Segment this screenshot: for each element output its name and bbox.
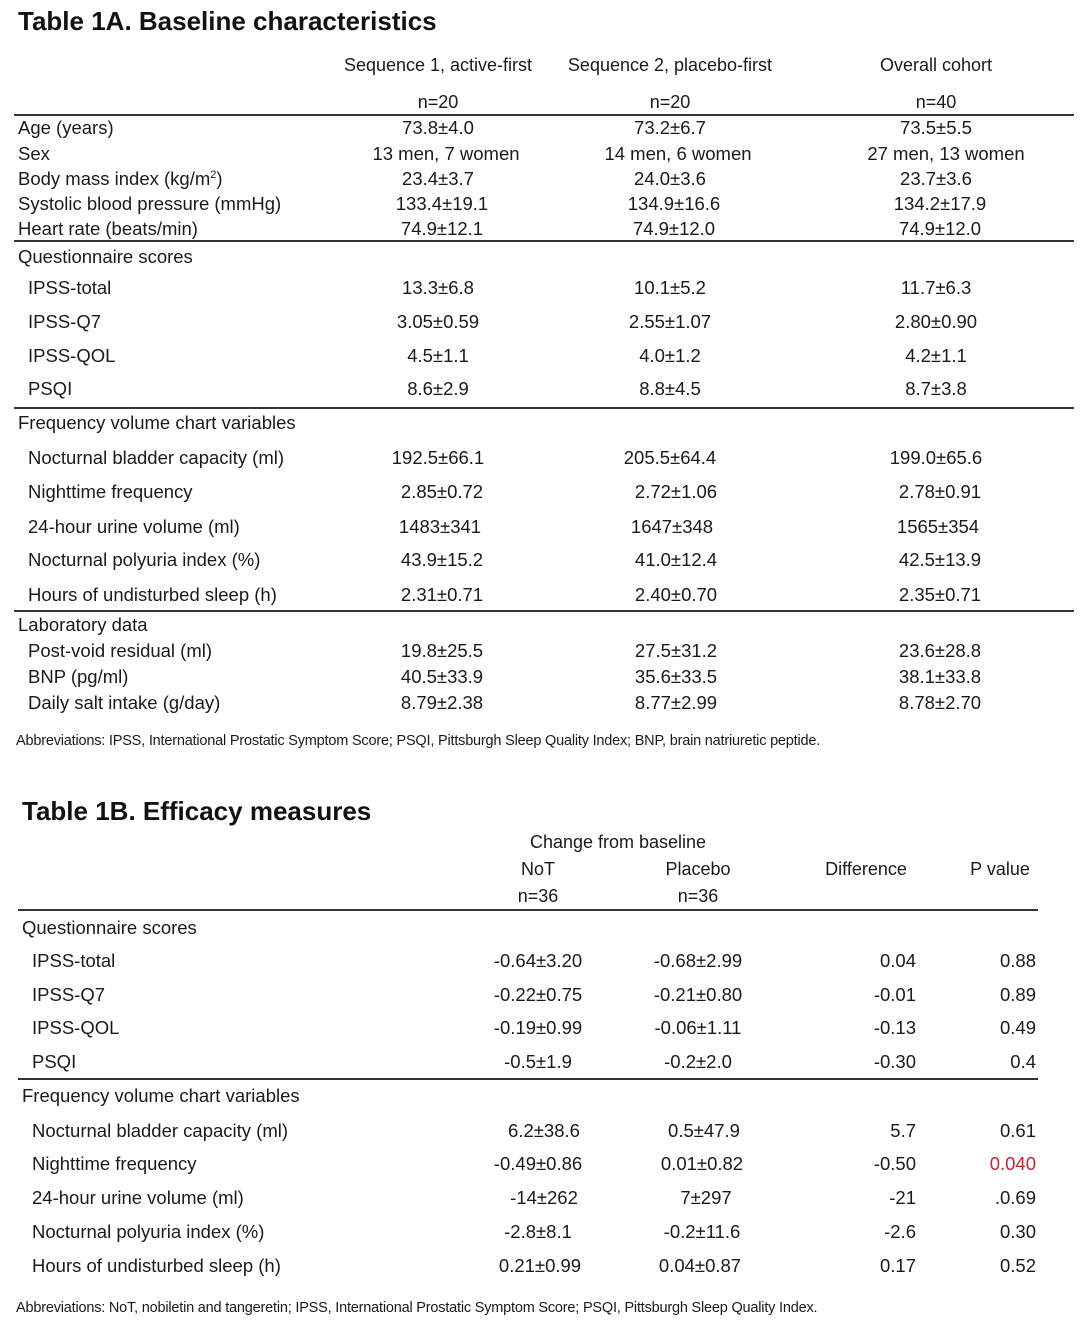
- cell-value: 5.7: [890, 1120, 916, 1141]
- cell-value: 74.9±12.0: [898, 218, 982, 239]
- table-1b-header-rule: [18, 909, 1038, 911]
- cell-value: 13.3±6.8: [402, 277, 474, 298]
- cell-value: 1647±348: [630, 516, 714, 537]
- cell-value: 23.7±3.6: [900, 168, 972, 189]
- cell-value: 192.5±66.1: [391, 447, 485, 468]
- cell-value: 43.9±15.2: [400, 549, 484, 570]
- table-1b-abbreviations: Abbreviations: NoT, nobiletin and tangeretin; IPSS, International Prostatic Symptom Score; PSQI, Pittsburgh Sleep Quality Index.: [16, 1300, 818, 1316]
- cell-value: 23.4±3.7: [402, 168, 474, 189]
- row-label-bmi: [18, 168, 223, 190]
- cell-value: 8.8±4.5: [639, 378, 701, 399]
- cell-value: 10.1±5.2: [634, 277, 706, 298]
- col-header-sequence-2: Sequence 2, placebo-first: [567, 55, 773, 75]
- cell-value: 74.9±12.1: [400, 218, 484, 239]
- row-label: Nocturnal bladder capacity (ml): [28, 447, 285, 468]
- cell-value: 2.72±1.06: [634, 481, 718, 502]
- cell-value: 27 men, 13 women: [867, 143, 1025, 164]
- col-header-change-from-baseline: Change from baseline: [529, 832, 707, 852]
- cell-value: -0.30: [873, 1051, 916, 1072]
- cell-value: 2.78±0.91: [898, 481, 982, 502]
- cell-value: -0.2±2.0: [664, 1051, 732, 1072]
- row-label: Nocturnal polyuria index (%): [28, 549, 261, 570]
- cell-value: 8.77±2.99: [634, 692, 718, 713]
- cell-value: 4.2±1.1: [905, 345, 967, 366]
- row-label: IPSS-QOL: [32, 1017, 120, 1038]
- cell-value: 2.35±0.71: [898, 584, 982, 605]
- cell-value: -0.49±0.86: [493, 1153, 583, 1174]
- cell-value: 38.1±33.8: [898, 666, 982, 687]
- table-1a-header-rule: [14, 114, 1074, 116]
- section-heading-fvc: Frequency volume chart variables: [18, 412, 296, 433]
- cell-value: 0.52: [999, 1255, 1036, 1276]
- section-heading-lab: Laboratory data: [18, 614, 148, 635]
- row-label: PSQI: [32, 1051, 77, 1072]
- cell-value: 73.5±5.5: [900, 117, 972, 138]
- cell-value: 4.0±1.2: [639, 345, 701, 366]
- cell-value: 24.0±3.6: [634, 168, 706, 189]
- col-header-sequence-1: Sequence 1, active-first: [343, 55, 533, 75]
- cell-value: 73.8±4.0: [402, 117, 474, 138]
- section-heading-questionnaire: Questionnaire scores: [18, 246, 193, 267]
- cell-value: 8.7±3.8: [905, 378, 967, 399]
- cell-value: 199.0±65.6: [889, 447, 983, 468]
- col-n-overall: n=40: [915, 92, 957, 112]
- col-n-sequence-2: n=20: [649, 92, 691, 112]
- row-label: Age (years): [18, 117, 114, 138]
- row-label: Nighttime frequency: [32, 1153, 197, 1174]
- cell-value: -0.13: [873, 1017, 916, 1038]
- table-1a-section-rule: [14, 407, 1074, 409]
- row-label: Nocturnal bladder capacity (ml): [32, 1120, 289, 1141]
- col-header-p-value: P value: [970, 859, 1030, 879]
- section-heading-questionnaire: Questionnaire scores: [22, 917, 197, 938]
- cell-value: 0.49: [999, 1017, 1036, 1038]
- row-label: IPSS-Q7: [32, 984, 105, 1005]
- cell-value: 27.5±31.2: [634, 640, 718, 661]
- p-value-significant: 0.040: [989, 1153, 1036, 1174]
- cell-value: 8.6±2.9: [407, 378, 469, 399]
- cell-value: -0.64±3.20: [493, 950, 583, 971]
- table-1a-section-rule: [14, 240, 1074, 242]
- cell-value: -0.50: [873, 1153, 916, 1174]
- cell-value: 23.6±28.8: [898, 640, 982, 661]
- cell-value: 2.40±0.70: [634, 584, 718, 605]
- row-label: Nighttime frequency: [28, 481, 193, 502]
- row-label: Sex: [18, 143, 50, 164]
- row-label: 24-hour urine volume (ml): [32, 1187, 244, 1208]
- cell-value: .0.69: [994, 1187, 1036, 1208]
- row-label: IPSS-total: [32, 950, 116, 971]
- cell-value: 133.4±19.1: [395, 193, 489, 214]
- cell-value: -21: [889, 1187, 916, 1208]
- row-label: Systolic blood pressure (mmHg): [18, 193, 282, 214]
- row-label: Nocturnal polyuria index (%): [32, 1221, 265, 1242]
- row-label: 24-hour urine volume (ml): [28, 516, 240, 537]
- cell-value: 19.8±25.5: [400, 640, 484, 661]
- cell-value: 40.5±33.9: [400, 666, 484, 687]
- cell-value: -0.06±1.11: [654, 1017, 742, 1038]
- cell-value: 74.9±12.0: [632, 218, 716, 239]
- row-label: IPSS-total: [28, 277, 112, 298]
- cell-value: -0.01: [873, 984, 916, 1005]
- cell-value: 0.01±0.82: [660, 1153, 744, 1174]
- table-1b-title: Table 1B. Efficacy measures: [22, 796, 372, 826]
- cell-value: -0.21±0.80: [653, 984, 743, 1005]
- row-label: Hours of undisturbed sleep (h): [32, 1255, 281, 1276]
- row-label-end: ): [216, 168, 223, 189]
- cell-value: 7±297: [680, 1187, 732, 1208]
- superscript: 2: [210, 168, 217, 181]
- row-label: Post-void residual (ml): [28, 640, 213, 661]
- col-n-placebo: n=36: [677, 886, 719, 906]
- table-1a-section-rule: [14, 610, 1074, 612]
- col-header-difference: Difference: [825, 859, 907, 879]
- row-label: Daily salt intake (g/day): [28, 692, 221, 713]
- cell-value: 1565±354: [896, 516, 980, 537]
- cell-value: 35.6±33.5: [634, 666, 718, 687]
- col-header-not: NoT: [520, 859, 556, 879]
- cell-value: 0.17: [879, 1255, 916, 1276]
- cell-value: 0.21±0.99: [498, 1255, 582, 1276]
- cell-value: 0.30: [999, 1221, 1036, 1242]
- cell-value: -0.2±11.6: [663, 1221, 741, 1242]
- table-1a-title: Table 1A. Baseline characteristics: [18, 6, 437, 36]
- table-1a-abbreviations: Abbreviations: IPSS, International Prostatic Symptom Score; PSQI, Pittsburgh Sleep Quality Index; BNP, brain natriuretic peptide.: [16, 733, 821, 749]
- cell-value: 134.2±17.9: [893, 193, 987, 214]
- cell-value: 0.04±0.87: [658, 1255, 742, 1276]
- cell-value: 14 men, 6 women: [604, 143, 752, 164]
- cell-value: 0.61: [999, 1120, 1036, 1141]
- col-header-overall: Overall cohort: [879, 55, 993, 75]
- row-label: IPSS-Q7: [28, 311, 101, 332]
- cell-value: 134.9±16.6: [627, 193, 721, 214]
- cell-value: 1483±341: [398, 516, 482, 537]
- cell-value: 0.4: [1010, 1051, 1036, 1072]
- col-header-placebo: Placebo: [665, 859, 731, 879]
- cell-value: 2.55±1.07: [628, 311, 712, 332]
- cell-value: 3.05±0.59: [396, 311, 480, 332]
- cell-value: 0.5±47.9: [668, 1120, 740, 1141]
- cell-value: -0.22±0.75: [493, 984, 583, 1005]
- cell-value: 205.5±64.4: [623, 447, 717, 468]
- row-label: Heart rate (beats/min): [18, 218, 198, 239]
- cell-value: 0.88: [999, 950, 1036, 971]
- cell-value: 42.5±13.9: [898, 549, 982, 570]
- cell-value: 41.0±12.4: [634, 549, 718, 570]
- cell-value: -0.19±0.99: [493, 1017, 583, 1038]
- cell-value: 2.85±0.72: [400, 481, 484, 502]
- cell-value: 0.89: [999, 984, 1036, 1005]
- row-label: PSQI: [28, 378, 73, 399]
- cell-value: -0.68±2.99: [653, 950, 743, 971]
- cell-value: 2.31±0.71: [400, 584, 484, 605]
- cell-value: -2.6: [884, 1221, 916, 1242]
- col-n-not: n=36: [517, 886, 559, 906]
- table-1b-section-rule: [18, 1078, 1038, 1080]
- cell-value: 2.80±0.90: [894, 311, 978, 332]
- cell-value: 0.04: [879, 950, 916, 971]
- section-heading-fvc: Frequency volume chart variables: [22, 1085, 300, 1106]
- row-label: Hours of undisturbed sleep (h): [28, 584, 277, 605]
- row-label: IPSS-QOL: [28, 345, 116, 366]
- col-n-sequence-1: n=20: [417, 92, 459, 112]
- cell-value: -2.8±8.1: [504, 1221, 572, 1242]
- cell-value: 73.2±6.7: [634, 117, 706, 138]
- cell-value: 8.79±2.38: [400, 692, 484, 713]
- row-label: Body mass index (kg/m: [18, 168, 211, 189]
- cell-value: 4.5±1.1: [407, 345, 469, 366]
- cell-value: 13 men, 7 women: [372, 143, 520, 164]
- cell-value: -14±262: [510, 1187, 578, 1208]
- cell-value: 11.7±6.3: [900, 277, 972, 298]
- row-label: BNP (pg/ml): [28, 666, 129, 687]
- cell-value: 6.2±38.6: [508, 1120, 580, 1141]
- cell-value: 8.78±2.70: [898, 692, 982, 713]
- cell-value: -0.5±1.9: [504, 1051, 572, 1072]
